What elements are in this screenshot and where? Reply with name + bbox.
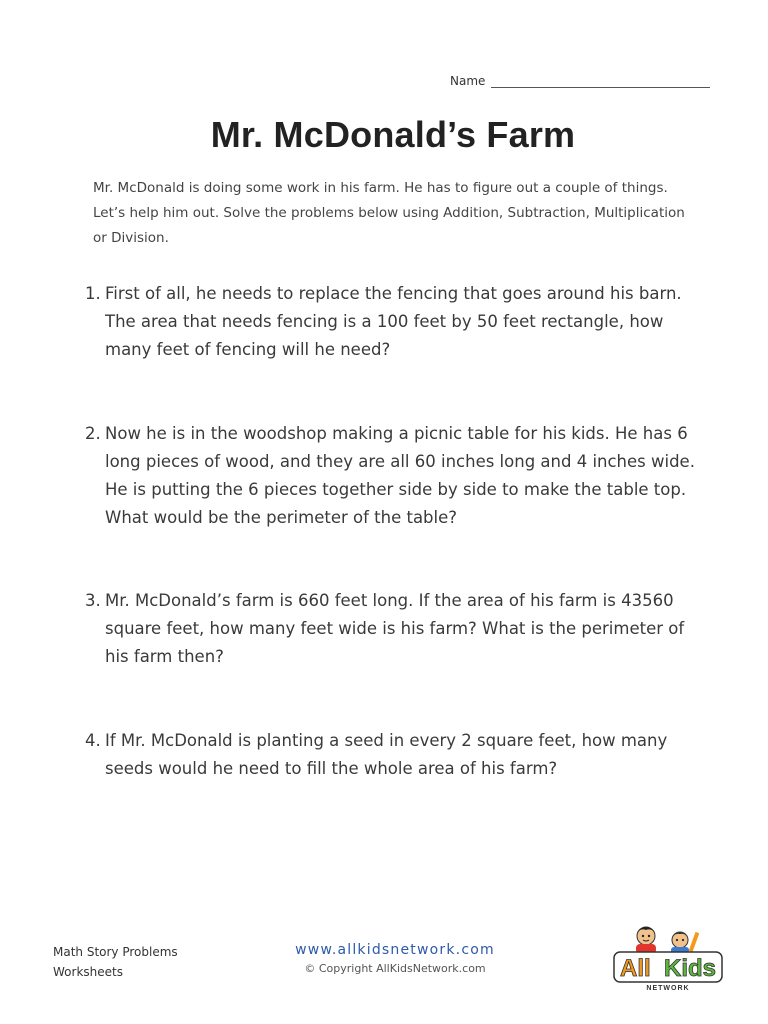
logo-word-all: All <box>620 955 651 982</box>
kids-logo-icon <box>608 922 728 992</box>
name-underline[interactable] <box>491 75 710 88</box>
question-number: 1. <box>85 284 101 303</box>
footer-category-line1: Math Story Problems <box>53 945 178 959</box>
question-3 <box>85 587 697 671</box>
question-number: 3. <box>85 591 101 610</box>
logo-word-kids: Kids <box>664 955 717 982</box>
question-text: Now he is in the woodshop making a picnic table for his kids. He has 6 long pieces of wood, and they are all 60 inches long and 4 inches wide. He is putting the 6 pieces together side by side to make the table top. What would be the perimeter of the table? <box>105 424 695 527</box>
question-number: 2. <box>85 424 101 443</box>
footer-site-info <box>250 940 540 978</box>
footer-category <box>53 942 178 982</box>
question-text: If Mr. McDonald is planting a seed in every 2 square feet, how many seeds would he need to fill the whole area of his farm? <box>105 731 668 778</box>
allkids-network-logo <box>608 922 728 992</box>
name-label: Name <box>450 74 486 88</box>
question-4 <box>85 727 697 783</box>
logo-word-network: NETWORK <box>646 985 690 992</box>
question-1 <box>85 280 697 364</box>
question-number: 4. <box>85 731 101 750</box>
footer-category-line2: Worksheets <box>53 965 123 979</box>
name-field[interactable] <box>450 70 710 88</box>
question-2 <box>85 420 697 532</box>
intro-paragraph: Mr. McDonald is doing some work in his farm. He has to figure out a couple of things. Let’s help him out. Solve the problems below using Addition, Subtraction, Multiplication or Division. <box>93 180 685 246</box>
site-url-link[interactable]: www.allkidsnetwork.com <box>295 942 495 958</box>
question-text: First of all, he needs to replace the fencing that goes around his barn. The area that needs fencing is a 100 feet by 50 feet rectangle, how many feet of fencing will he need? <box>105 284 682 359</box>
copyright-text: © Copyright AllKidsNetwork.com <box>304 962 486 975</box>
question-text: Mr. McDonald’s farm is 660 feet long. If the area of his farm is 43560 square feet, how many feet wide is his farm? What is the perimeter of his farm then? <box>105 591 685 666</box>
page-title: Mr. McDonald’s Farm <box>210 114 576 155</box>
